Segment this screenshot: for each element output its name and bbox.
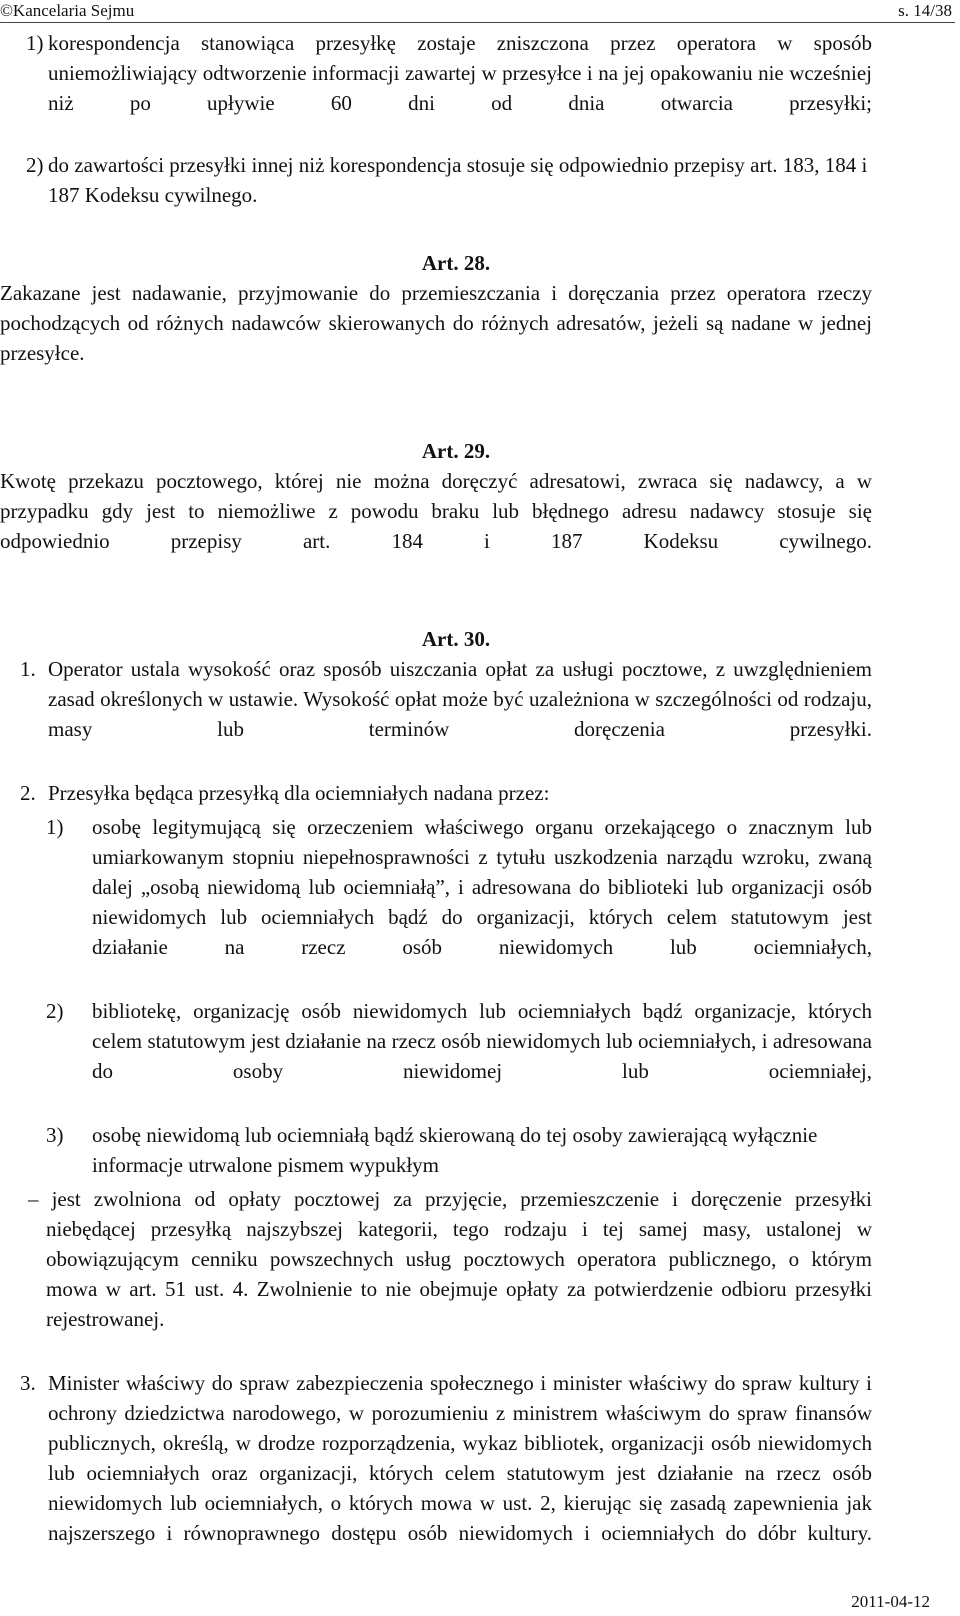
ust-text: Operator ustala wysokość oraz sposób uiszczania opłat za usługi pocztowe, z uwzględnieniem zasad określonych w ustawie. Wysokość opłat może być uzależniona w szczególności od rodzaju, masy lub terminów doręczenia przesyłki. [48,657,872,741]
ust-2-list-item [0,812,872,992]
ust-number: 2. [20,781,36,805]
article-30-title: Art. 30. [421,627,491,651]
list-text: osobę niewidomą lub ociemniałą bądź skierowaną do tej osoby zawierającą wyłącznie informacje utrwalone pismem wypukłym [92,1123,818,1177]
copyright-header: ©Kancelaria Sejmu [0,1,135,20]
paragraph-ust-1 [0,654,872,774]
header-divider [0,22,955,23]
list-number: 2) [46,999,64,1023]
list-number: 3) [46,1123,64,1147]
paragraph-ust-3 [0,1368,872,1578]
list-text: osobę legitymującą się orzeczeniem właściwego organu orzekającego o znacznym lub umiarkowanym stopniu niepełnosprawności z tytułu uszkodzenia narządu wzroku, zwaną dalej „osobą niewidomą lub ociemniałą”, i adresowana do biblioteki lub organizacji osób niewidomych lub ociemniałych bądź do organizacji, których celem statutowym jest działanie na rzecz osób niewidomych lub ociemniałych, [92,815,872,959]
list-text: do zawartości przesyłki innej niż korespondencja stosuje się odpowiednio przepisy art. 183, 184 i 187 Kodeksu cywilnego. [48,153,868,207]
list-item [0,150,872,210]
list-number: 1) [46,815,64,839]
ust-text: Minister właściwy do spraw zabezpieczenia społecznego i minister właściwy do spraw kultury i ochrony dziedzictwa narodowego, w porozumieniu z ministrem właściwym do spraw finansów publicznych, określą, w drodze rozporządzenia, wykaz bibliotek, organizacji osób niewidomych lub ociemniałych oraz organizacji, których celem statutowym jest działanie na rzecz osób niewidomych lub ociemniałych, o których mowa w ust. 2, kierując się zasadą zapewnienia jak najszerszego i równoprawnego dostępu osób niewidomych i ociemniałych do dóbr kultury. [48,1371,872,1545]
article-28-title: Art. 28. [421,251,491,275]
list-number: 2) [26,153,44,177]
ust-2-closing-text: – jest zwolniona od opłaty pocztowej za przyjęcie, przemieszczenie i doręczenie przesyłki niebędącej przesyłką najszybszej kategorii, tego rodzaju i tej samej masy, ustalonej w obowiązującym cenniku powszechnych usług pocztowych operatora publicznego, o którym mowa w art. 51 ust. 4. Zwolnienie to nie obejmuje opłaty za potwierdzenie odbioru przesyłki rejestrowanej. [28,1187,872,1331]
article-29-title: Art. 29. [421,439,491,463]
article-28-text: Zakazane jest nadawanie, przyjmowanie do przemieszczania i doręczania przez operatora rzeczy pochodzących od różnych nadawców skierowanych do różnych adresatów, jeżeli są nadane w jednej przesyłce. [0,281,872,365]
list-text: bibliotekę, organizację osób niewidomych lub ociemniałych bądź organizacje, których celem statutowym jest działanie na rzecz osób niewidomych lub ociemniałych, i adresowana do osoby niewidomej lub ociemniałej, [92,999,872,1083]
paragraph-ust-2-intro [0,778,872,808]
document-body [0,28,872,1578]
article-29-text: Kwotę przekazu pocztowego, której nie można doręczyć adresatowi, zwraca się nadawcy, a w przypadku gdy jest to niemożliwe z powodu braku lub błędnego adresu nadawcy stosuje się odpowiednio przepisy art. 184 i 187 Kodeksu cywilnego. [0,469,872,553]
ust-number: 3. [20,1371,36,1395]
list-number: 1) [26,31,44,55]
page-number: s. 14/38 [898,1,952,20]
ust-number: 1. [20,657,36,681]
ust-text: Przesyłka będąca przesyłką dla ociemniałych nadana przez: [48,781,550,805]
list-text: korespondencja stanowiąca przesyłkę zostaje zniszczona przez operatora w sposób uniemożliwiający odtworzenie informacji zawartej w przesyłce i na jej opakowaniu nie wcześniej niż po upływie 60 dni od dnia otwarcia przesyłki; [48,31,872,115]
list-item [0,28,872,148]
ust-2-list-item [0,1120,872,1180]
ust-2-list-item [0,996,872,1116]
footer-date: 2011-04-12 [851,1592,930,1611]
